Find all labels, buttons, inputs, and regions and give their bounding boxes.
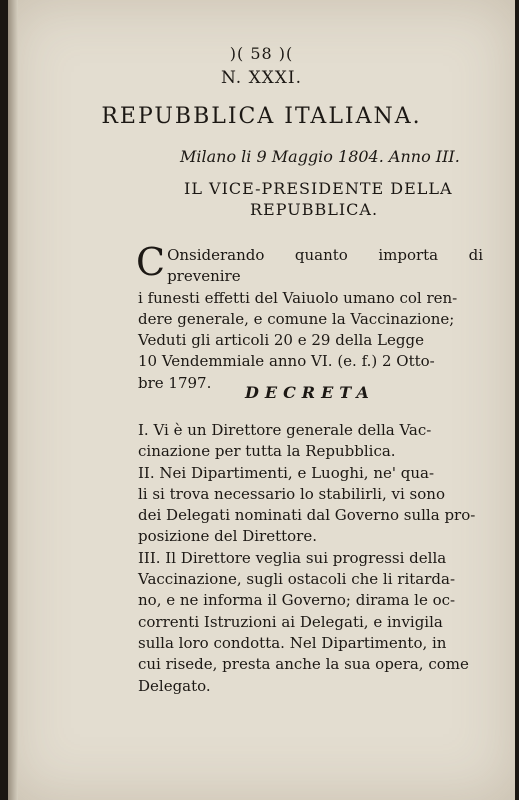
preamble-paragraph bbox=[136, 240, 483, 394]
issuer-heading-line1: IL VICE-PRESIDENTE DELLA bbox=[184, 179, 453, 198]
dateline: Milano li 9 Maggio 1804. Anno III. bbox=[180, 147, 460, 166]
issuer-heading-line2: REPUBBLICA. bbox=[250, 200, 379, 219]
articles-text: I. Vi è un Direttore generale della Vac- cinazione per tutta la Repubblica. II. Nei Dipartimenti, e Luoghi, ne' qua- li si trova necessario lo stabilirli, vi sono dei Delegati nominati dal Governo sulla pro- posizione del Direttore. III. Il Direttore veglia sui progressi della Vaccinazione, sugli ostacoli che li ritarda- no, e ne informa il Governo; dirama le oc- correnti Istruzioni ai Delegati, e invigila sulla loro condotta. Nel Dipartimento, in cui risede, presta anche la sua opera, come Delegato. bbox=[138, 421, 476, 695]
drop-cap: C bbox=[136, 240, 166, 284]
document-number: N. XXXI. bbox=[220, 68, 303, 88]
document-page bbox=[8, 0, 515, 800]
page-number: )( 58 )( bbox=[229, 44, 294, 63]
issuer-heading bbox=[184, 178, 484, 220]
document-title: REPUBBLICA ITALIANA. bbox=[101, 104, 422, 129]
preamble-text: Onsiderando quanto importa di prevenire i funesti effetti del Vaiuolo umano col ren- dere generale, e comune la Vaccinazione; Veduti gli articoli 20 e 29 della Legge 10 Vendemmiale anno VI. (e. f.) 2 Otto- bre 1797. bbox=[138, 246, 483, 392]
decreta-heading: DECRETA bbox=[245, 383, 375, 402]
